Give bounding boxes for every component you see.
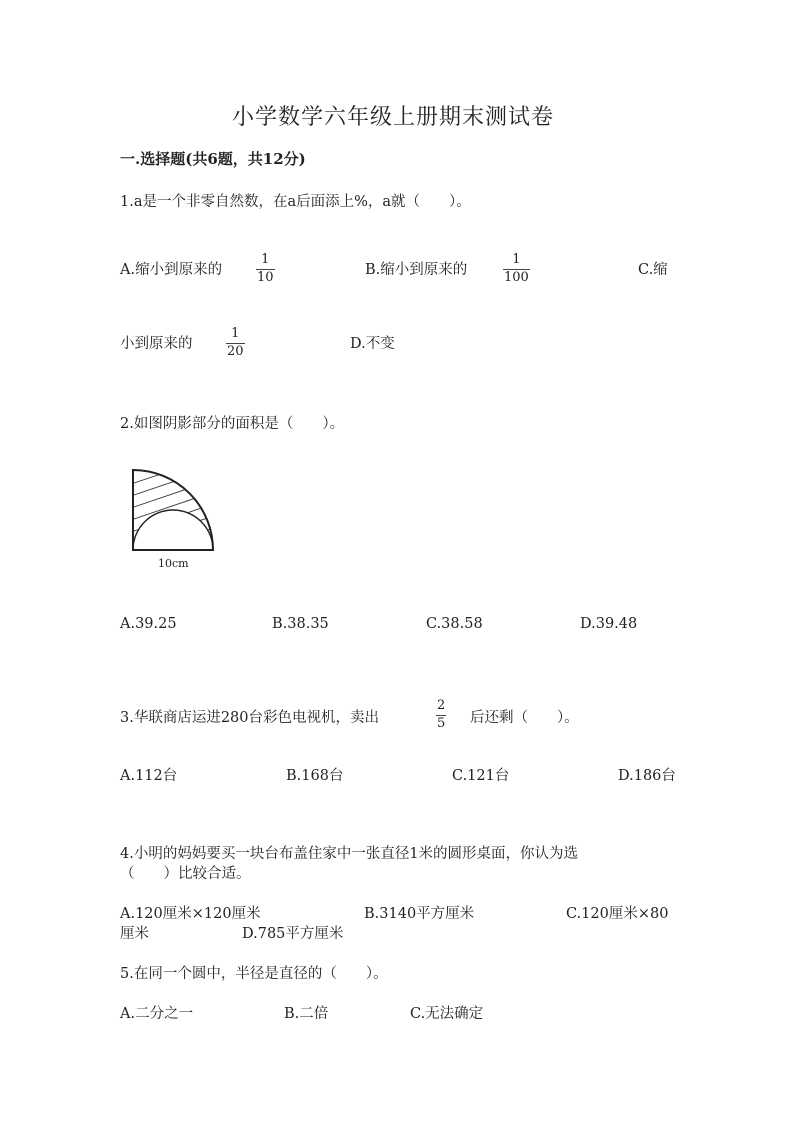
question-1-stem: 1.a是一个非零自然数，在a后面添上%，a就（ ）。 — [120, 194, 471, 210]
q4-option-b: B.3140平方厘米 — [364, 906, 475, 922]
q1-option-a-fraction — [256, 253, 275, 285]
fraction-denominator: 10 — [257, 270, 274, 285]
q1-option-b: B.缩小到原来的 — [365, 262, 468, 278]
q4-option-c-continued: 厘米 — [120, 926, 149, 942]
q4-option-d: D.785平方厘米 — [242, 926, 344, 942]
q2-option-b: B.38.35 — [272, 616, 329, 632]
q2-option-a: A.39.25 — [120, 616, 177, 632]
fraction-denominator: 100 — [504, 270, 529, 285]
q1-option-d: D.不变 — [350, 336, 395, 352]
q2-option-c: C.38.58 — [426, 616, 483, 632]
fraction-numerator: 1 — [231, 326, 240, 341]
fraction-numerator: 2 — [437, 698, 446, 713]
shaded-area-figure — [128, 465, 228, 579]
section-heading: 一.选择题(共6题，共12分) — [120, 150, 306, 168]
question-4-stem-line1: 4.小明的妈妈要买一块台布盖住家中一张直径1米的圆形桌面，你认为选 — [120, 846, 579, 862]
question-3-stem-start: 3.华联商店运进280台彩色电视机，卖出 — [120, 710, 380, 726]
q4-option-a: A.120厘米×120厘米 — [120, 906, 261, 922]
q1-option-b-fraction — [503, 253, 530, 285]
fraction-denominator: 20 — [227, 344, 244, 359]
figure-dimension-label: 10cm — [158, 557, 189, 570]
question-4-stem-line2: （ ）比较合适。 — [120, 866, 251, 882]
fraction-numerator: 1 — [512, 252, 521, 267]
page-title: 小学数学六年级上册期末测试卷 — [232, 105, 555, 130]
q4-option-c: C.120厘米×80 — [566, 906, 669, 922]
q1-option-c-fraction — [226, 327, 245, 359]
q3-fraction — [436, 699, 446, 731]
question-3-stem-end: 后还剩（ ）。 — [470, 710, 579, 726]
q3-option-a: A.112台 — [120, 768, 178, 784]
q1-option-a: A.缩小到原来的 — [120, 262, 223, 278]
q5-option-b: B.二倍 — [284, 1006, 329, 1022]
q2-option-d: D.39.48 — [580, 616, 638, 632]
q3-option-b: B.168台 — [286, 768, 344, 784]
semicircle-outline — [133, 510, 213, 550]
q1-option-c-end: 小到原来的 — [120, 336, 193, 352]
fraction-numerator: 1 — [261, 252, 270, 267]
question-5-stem: 5.在同一个圆中，半径是直径的（ ）。 — [120, 966, 388, 982]
q3-option-d: D.186台 — [618, 768, 676, 784]
question-2-stem: 2.如图阴影部分的面积是（ ）。 — [120, 416, 345, 432]
q5-option-a: A.二分之一 — [120, 1006, 194, 1022]
q5-option-c: C.无法确定 — [410, 1006, 484, 1022]
q3-option-c: C.121台 — [452, 768, 510, 784]
q1-option-c-start: C.缩 — [638, 262, 668, 278]
fraction-denominator: 5 — [437, 716, 446, 731]
